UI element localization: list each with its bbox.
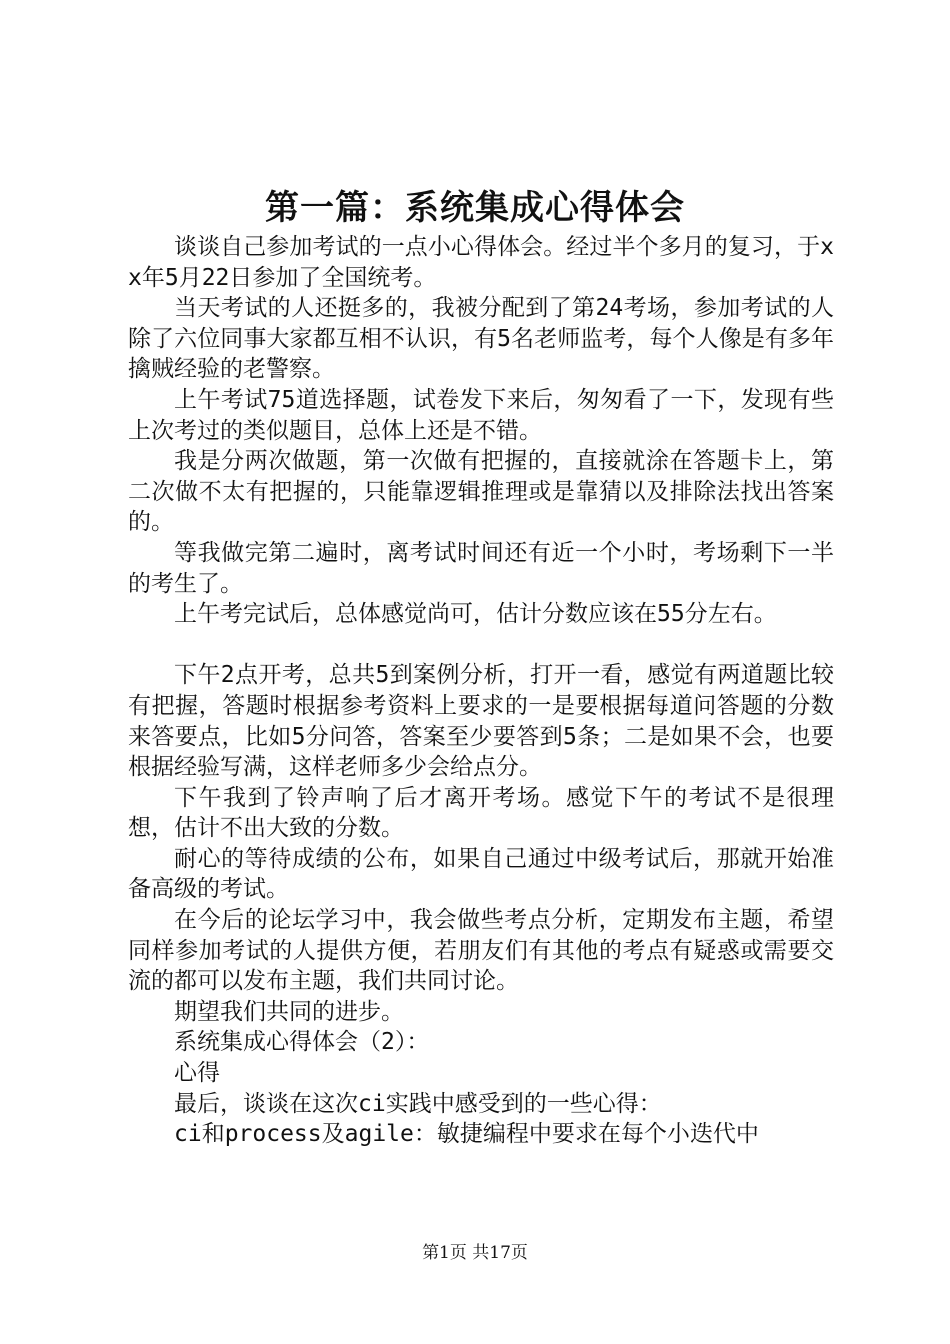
paragraph: 系统集成心得体会（2）： [174,1029,430,1056]
paragraph: 心得 [174,1060,220,1087]
blank-line [128,630,834,661]
paragraph: 下午2点开考，总共5到案例分析，打开一看，感觉有两道题比较有把握，答题时根据参考资料上要求的一是要根据每道问答题的分数来答要点，比如5分问答，答案至少要答到5条；二是如果不会，也要根据经验写满，这样老师多少会给点分。 [128,662,834,781]
document-title: 第一篇：系统集成心得体会 [265,188,685,228]
paragraph: 最后，谈谈在这次ci实践中感受到的一些心得： [174,1090,662,1117]
paragraph: 在今后的论坛学习中，我会做些考点分析，定期发布主题，希望同样参加考试的人提供方便，若朋友们有其他的考点有疑惑或需要交流的都可以发布主题，我们共同讨论。 [128,907,834,995]
paragraph: 上午考完试后，总体感觉尚可，估计分数应该在55分左右。 [174,601,777,628]
paragraph: 上午考试75道选择题，试卷发下来后，匆匆看了一下，发现有些上次考过的类似题目，总体上还是不错。 [128,386,834,444]
paragraph: 下午我到了铃声响了后才离开考场。感觉下午的考试不是很理想，估计不出大致的分数。 [128,784,834,842]
paragraph: 当天考试的人还挺多的，我被分配到了第24考场，参加考试的人除了六位同事大家都互相不认识，有5名老师监考，每个人像是有多年擒贼经验的老警察。 [128,295,834,383]
paragraph: 耐心的等待成绩的公布，如果自己通过中级考试后，那就开始准备高级的考试。 [128,845,834,903]
paragraph: 谈谈自己参加考试的一点小心得体会。经过半个多月的复习，于xx年5月22日参加了全国统考。 [128,234,834,291]
paragraph: 期望我们共同的进步。 [174,998,404,1025]
page-footer: 第1页 共17页 [422,1243,528,1263]
paragraph: 等我做完第二遍时，离考试时间还有近一个小时，考场剩下一半的考生了。 [128,539,834,597]
document-body [128,232,834,1150]
paragraph: 我是分两次做题，第一次做有把握的，直接就涂在答题卡上，第二次做不太有把握的，只能靠逻辑推理或是靠猜以及排除法找出答案的。 [128,448,834,536]
paragraph: ci和process及agile：敏捷编程中要求在每个小迭代中 [174,1121,759,1148]
